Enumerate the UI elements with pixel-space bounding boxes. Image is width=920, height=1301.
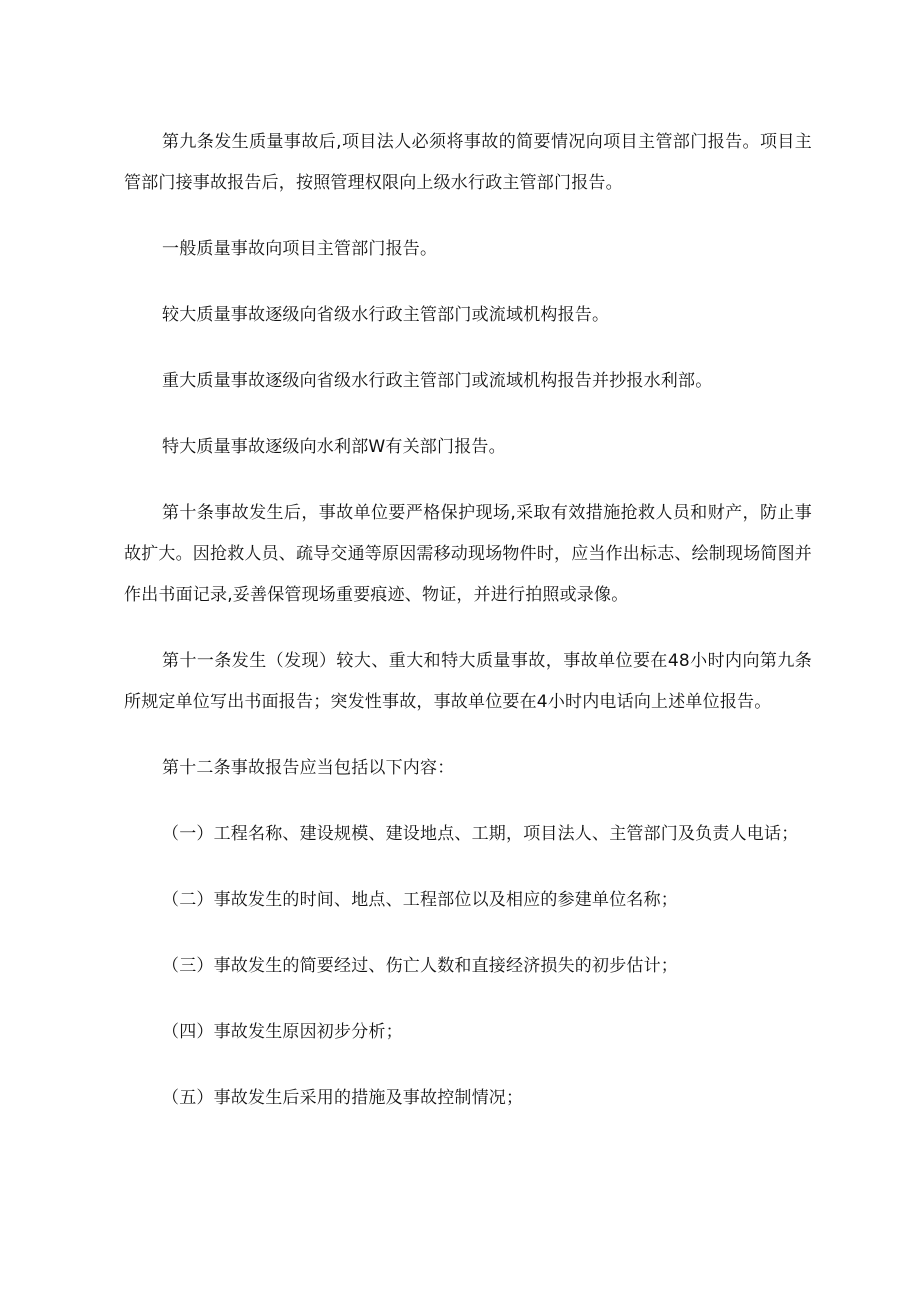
paragraph-article-9: 第九条发生质量事故后,项目法人必须将事故的简要情况向项目主管部门报告。项目主管部门接事故报告后，按照管理权限向上级水行政主管部门报告。	[124, 132, 812, 193]
paragraph-extraordinary-accident: 特大质量事故逐级向水利部W有关部门报告。	[162, 437, 506, 457]
list-item-2: （二）事故发生的时间、地点、工程部位以及相应的参建单位名称；	[162, 890, 678, 910]
paragraph-general-accident: 一般质量事故向项目主管部门报告。	[162, 239, 438, 259]
list-item-4: （四）事故发生原因初步分析；	[162, 1022, 403, 1042]
document-body	[124, 122, 812, 1119]
paragraph-article-10: 第十条事故发生后，事故单位要严格保护现场,采取有效措施抢救人员和财产，防止事故扩大。因抢救人员、疏导交通等原因需移动现场物件时，应当作出标志、绘制现场简图并作出书面记录,妥善保管现场重要痕迹、物证，并进行拍照或录像。	[124, 503, 812, 605]
paragraph-major-accident: 较大质量事故逐级向省级水行政主管部门或流域机构报告。	[162, 305, 610, 325]
paragraph-serious-accident: 重大质量事故逐级向省级水行政主管部门或流域机构报告并抄报水利部。	[162, 371, 713, 391]
list-item-3: （三）事故发生的简要经过、伤亡人数和直接经济损失的初步估计；	[162, 956, 678, 976]
list-item-5: （五）事故发生后采用的措施及事故控制情况；	[162, 1088, 524, 1108]
list-item-1: （一）工程名称、建设规模、建设地点、工期，项目法人、主管部门及负责人电话；	[162, 824, 799, 844]
paragraph-article-12: 第十二条事故报告应当包括以下内容：	[162, 758, 455, 778]
paragraph-article-11: 第十一条发生（发现）较大、重大和特大质量事故，事故单位要在48小时内向第九条所规定单位写出书面报告；突发性事故，事故单位要在4小时内电话向上述单位报告。	[124, 651, 812, 712]
